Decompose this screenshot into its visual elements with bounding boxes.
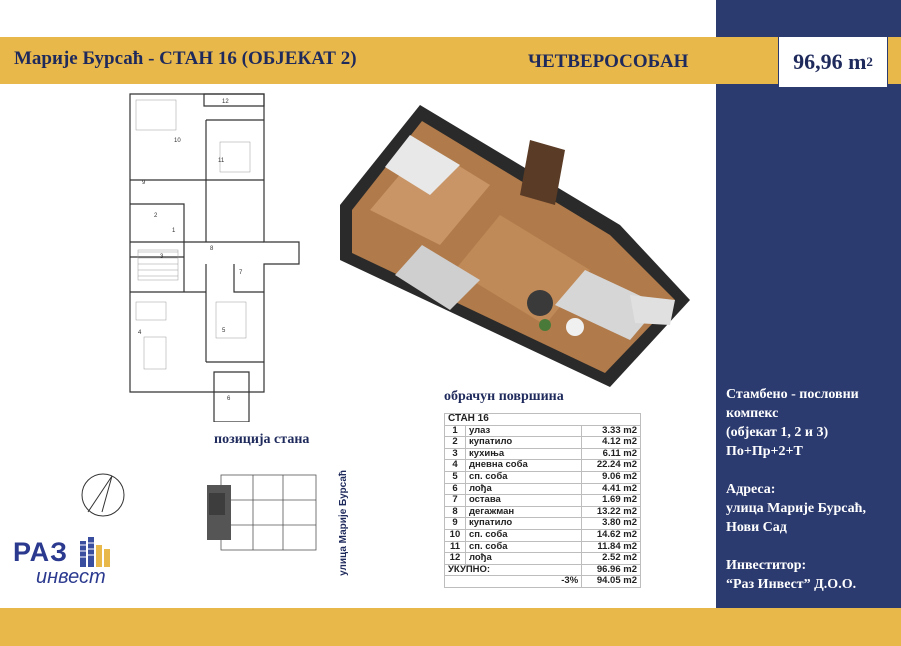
- area-table-title-row: [445, 414, 641, 426]
- row-room: сп. соба: [465, 541, 581, 553]
- floor-plan-drawing: [124, 92, 304, 422]
- room-label-5: 5: [222, 328, 226, 334]
- investor-name: “Раз Инвест” Д.О.О.: [726, 577, 857, 592]
- row-area: 9.06 m2: [582, 471, 641, 483]
- total-value: 96.96 m2: [582, 564, 641, 576]
- room-label-10: 10: [174, 138, 181, 144]
- row-room: купатило: [465, 437, 581, 449]
- row-room: сп. соба: [465, 529, 581, 541]
- table-row: [445, 529, 641, 541]
- table-row: [445, 425, 641, 437]
- room-label-3: 3: [160, 254, 164, 260]
- row-room: остава: [465, 495, 581, 507]
- address-line-2: Нови Сад: [726, 520, 787, 535]
- row-number: 4: [445, 460, 466, 472]
- row-area: 3.33 m2: [582, 425, 641, 437]
- footer-band: [0, 608, 901, 646]
- table-row: [445, 518, 641, 530]
- info-complex-line-1: Стамбено - пословни: [726, 387, 859, 402]
- reduced-label: -3%: [445, 576, 582, 588]
- room-label-8: 8: [210, 246, 214, 252]
- room-label-1: 1: [172, 228, 176, 234]
- row-number: 6: [445, 483, 466, 495]
- area-calculation-heading: обрачун површина: [444, 389, 564, 404]
- apartment-type: ЧЕТВЕРОСОБАН: [528, 51, 689, 72]
- address-label: Адреса:: [726, 482, 776, 497]
- row-number: 8: [445, 506, 466, 518]
- row-room: сп. соба: [465, 471, 581, 483]
- isometric-3d-render: [330, 95, 695, 390]
- row-number: 3: [445, 448, 466, 460]
- reduced-value: 94.05 m2: [582, 576, 641, 588]
- area-table-title: СТАН 16: [445, 414, 641, 426]
- total-area-value: 96,96 m: [793, 49, 867, 74]
- page-title: Марије Бурсаћ - СТАН 16 (ОБЈЕКАТ 2): [14, 48, 357, 69]
- row-number: 12: [445, 553, 466, 565]
- area-unit-exponent: 2: [866, 54, 873, 69]
- address-line-1: улица Марије Бурсаћ,: [726, 501, 866, 516]
- row-area: 1.69 m2: [582, 495, 641, 507]
- row-area: 13.22 m2: [582, 506, 641, 518]
- info-complex-line-4: По+Пр+2+Т: [726, 444, 803, 459]
- room-label-6: 6: [227, 396, 231, 402]
- reduced-row: [445, 576, 641, 588]
- row-room: лођа: [465, 553, 581, 565]
- row-number: 2: [445, 437, 466, 449]
- total-area-badge: [778, 36, 888, 88]
- row-area: 3.80 m2: [582, 518, 641, 530]
- row-number: 9: [445, 518, 466, 530]
- logo-subtitle: инвест: [36, 566, 106, 588]
- row-room: улаз: [465, 425, 581, 437]
- room-label-9: 9: [142, 180, 146, 186]
- row-number: 5: [445, 471, 466, 483]
- table-row: [445, 553, 641, 565]
- table-row: [445, 460, 641, 472]
- room-label-7: 7: [239, 270, 243, 276]
- room-label-4: 4: [138, 330, 142, 336]
- info-complex-line-2: компекс: [726, 406, 779, 421]
- row-area: 22.24 m2: [582, 460, 641, 472]
- row-room: лођа: [465, 483, 581, 495]
- row-area: 11.84 m2: [582, 541, 641, 553]
- total-label: УКУПНО:: [445, 564, 582, 576]
- room-label-11: 11: [218, 158, 225, 164]
- room-label-12: 12: [222, 99, 229, 105]
- info-complex-line-3: (објекат 1, 2 и 3): [726, 425, 829, 440]
- table-row: [445, 495, 641, 507]
- row-area: 6.11 m2: [582, 448, 641, 460]
- row-number: 10: [445, 529, 466, 541]
- row-room: дегажман: [465, 506, 581, 518]
- site-plan-drawing: [203, 465, 323, 560]
- street-name-label: улица Марије Бурсаћ: [338, 470, 349, 576]
- table-row: [445, 483, 641, 495]
- row-number: 11: [445, 541, 466, 553]
- table-row: [445, 448, 641, 460]
- apartment-position-heading: позиција стана: [214, 432, 310, 447]
- row-room: дневна соба: [465, 460, 581, 472]
- project-info: [726, 385, 898, 594]
- table-row: [445, 437, 641, 449]
- north-arrow-icon: [80, 470, 126, 520]
- row-area: 2.52 m2: [582, 553, 641, 565]
- table-row: [445, 541, 641, 553]
- area-table: [444, 413, 641, 588]
- investor-label: Инвеститор:: [726, 558, 807, 573]
- logo-wordmark: РАЗ: [13, 537, 69, 567]
- row-room: купатило: [465, 518, 581, 530]
- table-row: [445, 471, 641, 483]
- row-room: кухиња: [465, 448, 581, 460]
- row-area: 4.12 m2: [582, 437, 641, 449]
- row-number: 1: [445, 425, 466, 437]
- row-number: 7: [445, 495, 466, 507]
- room-label-2: 2: [154, 213, 158, 219]
- total-row: [445, 564, 641, 576]
- table-row: [445, 506, 641, 518]
- row-area: 4.41 m2: [582, 483, 641, 495]
- row-area: 14.62 m2: [582, 529, 641, 541]
